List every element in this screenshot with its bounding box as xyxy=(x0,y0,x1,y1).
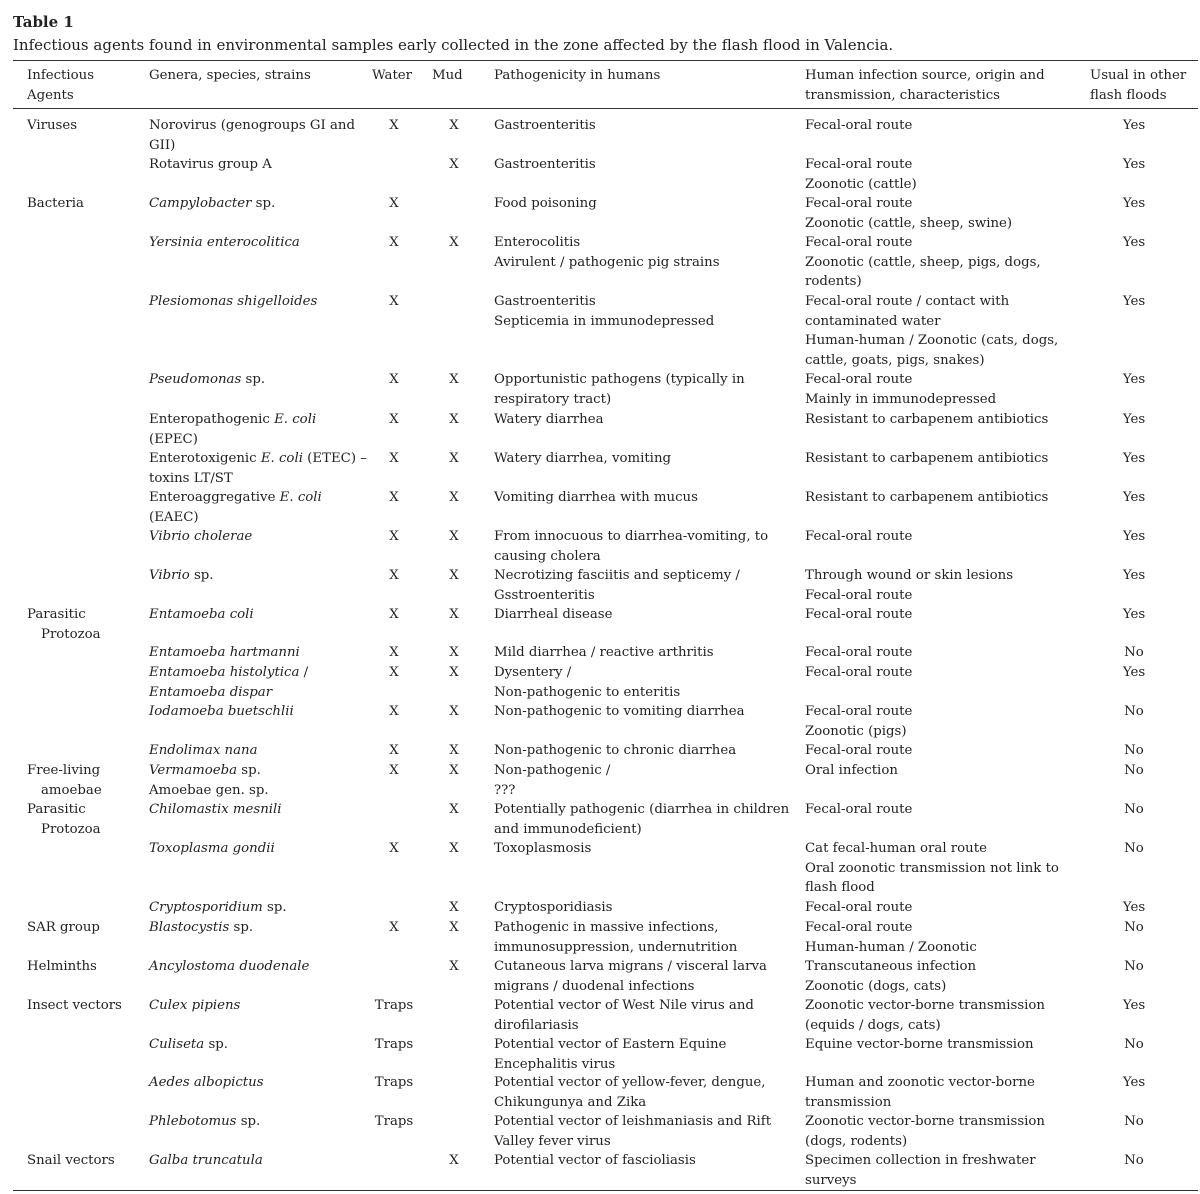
genus-text-segment: Chilomastix mesnili xyxy=(149,802,282,817)
genus-species xyxy=(149,449,367,469)
usual-in-floods: No xyxy=(1124,841,1144,856)
pathogenicity: Non-pathogenic to chronic diarrhea xyxy=(494,743,737,758)
pathogenicity: Non-pathogenic to vomiting diarrhea xyxy=(494,704,745,719)
genus-text-segment: sp. xyxy=(251,196,276,211)
infection-source: (equids / dogs, cats) xyxy=(805,1017,941,1033)
genus-text-segment: Toxoplasma gondii xyxy=(149,841,275,856)
mud-mark: X xyxy=(449,841,459,856)
pathogenicity: Avirulent / pathogenic pig strains xyxy=(494,254,720,270)
mud-mark: X xyxy=(449,235,459,250)
pathogenicity: Gastroenteritis xyxy=(494,157,596,172)
pathogenicity: causing cholera xyxy=(494,548,601,564)
pathogenicity: Potential vector of leishmaniasis and Rift xyxy=(494,1114,772,1129)
infection-source: Fecal-oral route xyxy=(805,587,913,603)
genus-text-segment: Enteropathogenic xyxy=(149,412,275,427)
genus-text-segment: Culex pipiens xyxy=(149,998,241,1013)
usual-in-floods: No xyxy=(1124,743,1144,758)
genus-species xyxy=(149,1112,260,1132)
infection-source: rodents) xyxy=(805,274,862,289)
mud-mark: X xyxy=(449,118,459,133)
genus-species xyxy=(149,781,269,801)
pathogenicity: Gastroenteritis xyxy=(494,294,596,309)
water-mark: X xyxy=(389,451,399,466)
infection-source: Cat fecal-human oral route xyxy=(805,841,987,856)
genus-text-segment: E. coli xyxy=(260,451,303,466)
usual-in-floods: Yes xyxy=(1122,900,1146,915)
usual-in-floods: No xyxy=(1124,959,1144,974)
usual-in-floods: No xyxy=(1124,645,1144,660)
infection-source: Fecal-oral route xyxy=(805,665,913,680)
pathogenicity: Non-pathogenic to enteritis xyxy=(494,684,681,700)
mud-mark: X xyxy=(449,743,459,758)
header-top-rule xyxy=(13,60,1198,61)
usual-in-floods: Yes xyxy=(1122,372,1146,387)
column-header-patho: Pathogenicity in humans xyxy=(494,68,661,83)
water-mark: X xyxy=(389,763,399,778)
infection-source: Human-human / Zoonotic (cats, dogs, xyxy=(805,333,1059,348)
pathogenicity: Diarrheal disease xyxy=(494,607,613,622)
pathogenicity: Cutaneous larva migrans / visceral larva xyxy=(494,959,767,974)
water-mark: X xyxy=(389,568,399,583)
infection-source: Zoonotic (dogs, cats) xyxy=(805,978,947,994)
column-header-source: Human infection source, origin and xyxy=(805,68,1045,83)
agent-category: SAR group xyxy=(27,920,100,935)
genus-species xyxy=(149,469,233,489)
genus-text-segment: sp. xyxy=(262,900,287,915)
genus-text-segment: Entamoeba coli xyxy=(149,607,254,622)
agent-category: Free-living xyxy=(27,763,101,778)
water-mark: X xyxy=(389,118,399,133)
infection-source: Fecal-oral route xyxy=(805,157,913,172)
pathogenicity: Opportunistic pathogens (typically in xyxy=(494,372,745,387)
genus-text-segment: Galba truncatula xyxy=(149,1153,263,1168)
usual-in-floods: No xyxy=(1124,1114,1144,1129)
column-header-agents: Infectious xyxy=(27,68,95,83)
usual-in-floods: No xyxy=(1124,920,1144,935)
genus-species xyxy=(149,136,175,156)
pathogenicity: Necrotizing fasciitis and septicemy / xyxy=(494,568,740,583)
mud-mark: X xyxy=(449,900,459,915)
infection-source: Fecal-oral route xyxy=(805,372,913,387)
pathogenicity: respiratory tract) xyxy=(494,391,612,407)
usual-in-floods: Yes xyxy=(1122,451,1146,466)
mud-mark: X xyxy=(449,802,459,817)
agent-category: Insect vectors xyxy=(27,998,122,1013)
pathogenicity: Potential vector of fascioliasis xyxy=(494,1153,696,1168)
infection-source: Fecal-oral route xyxy=(805,235,913,250)
genus-text-segment: Phlebotomus xyxy=(149,1114,237,1129)
infection-source: Zoonotic vector-borne transmission xyxy=(805,998,1045,1013)
pathogenicity: Toxoplasmosis xyxy=(494,841,592,856)
pathogenicity: Pathogenic in massive infections, xyxy=(494,920,719,935)
genus-species xyxy=(149,194,275,214)
pathogenicity: Gsstroenteritis xyxy=(494,587,595,603)
pathogenicity: dirofilariasis xyxy=(494,1017,579,1033)
infection-source: Fecal-oral route xyxy=(805,607,913,622)
genus-text-segment: Campylobacter xyxy=(149,196,252,211)
header-bottom-rule xyxy=(13,108,1198,109)
pathogenicity: Cryptosporidiasis xyxy=(494,900,613,915)
genus-species xyxy=(149,683,272,703)
table-bottom-rule xyxy=(13,1190,1198,1191)
water-mark: X xyxy=(389,665,399,680)
infection-source: Fecal-oral route xyxy=(805,529,913,544)
usual-in-floods: Yes xyxy=(1122,235,1146,250)
genus-text-segment: Cryptosporidium xyxy=(149,900,263,915)
mud-mark: X xyxy=(449,490,459,505)
genus-species xyxy=(149,566,214,586)
genus-text-segment: toxins LT/ST xyxy=(149,470,233,486)
genus-species xyxy=(149,292,317,312)
water-mark: X xyxy=(389,372,399,387)
genus-text-segment: (ETEC) – xyxy=(302,451,367,466)
genus-species xyxy=(149,410,316,430)
usual-in-floods: Yes xyxy=(1122,412,1146,427)
genus-species xyxy=(149,800,282,820)
genus-species xyxy=(149,1035,228,1055)
genus-species xyxy=(149,527,252,547)
genus-species xyxy=(149,702,294,722)
water-mark: X xyxy=(389,920,399,935)
water-mark: X xyxy=(389,743,399,758)
infection-source: Zoonotic (cattle, sheep, swine) xyxy=(805,215,1013,231)
pathogenicity: Potential vector of West Nile virus and xyxy=(494,998,754,1013)
water-mark: Traps xyxy=(374,1114,414,1129)
pathogenicity: migrans / duodenal infections xyxy=(494,978,695,994)
water-mark: X xyxy=(389,529,399,544)
infection-source: Human and zoonotic vector-borne xyxy=(805,1075,1035,1090)
genus-text-segment: Plesiomonas shigelloides xyxy=(149,294,318,309)
genus-text-segment: Aedes albopictus xyxy=(149,1075,264,1090)
agent-category: Helminths xyxy=(27,959,97,974)
infection-source: Equine vector-borne transmission xyxy=(805,1037,1034,1052)
infection-source: Fecal-oral route xyxy=(805,645,913,660)
genus-text-segment: Pseudomonas xyxy=(149,372,242,387)
genus-species xyxy=(149,957,309,977)
pathogenicity: ??? xyxy=(494,782,516,798)
water-mark: X xyxy=(389,645,399,660)
infection-source: flash flood xyxy=(805,880,875,895)
infection-source: Zoonotic vector-borne transmission xyxy=(805,1114,1045,1129)
pathogenicity: and immunodeficient) xyxy=(494,821,642,837)
infection-source: Through wound or skin lesions xyxy=(805,568,1014,583)
infection-source: Fecal-oral route xyxy=(805,118,913,133)
pathogenicity: Non-pathogenic / xyxy=(494,763,611,778)
water-mark: X xyxy=(389,412,399,427)
mud-mark: X xyxy=(449,568,459,583)
table-title: Table 1 xyxy=(13,13,74,31)
mud-mark: X xyxy=(449,157,459,172)
pathogenicity: Chikungunya and Zika xyxy=(494,1094,647,1110)
genus-text-segment: GII) xyxy=(149,137,176,153)
infection-source: Zoonotic (pigs) xyxy=(805,723,907,739)
infection-source: cattle, goats, pigs, snakes) xyxy=(805,352,985,368)
infection-source: Mainly in immunodepressed xyxy=(805,391,997,407)
usual-in-floods: No xyxy=(1124,1037,1144,1052)
genus-text-segment: Ancylostoma duodenale xyxy=(149,959,310,974)
usual-in-floods: Yes xyxy=(1122,568,1146,583)
genus-species xyxy=(149,663,308,683)
pathogenicity: From innocuous to diarrhea-vomiting, to xyxy=(494,529,769,544)
pathogenicity: Potential vector of yellow-fever, dengue, xyxy=(494,1075,766,1090)
infection-source: Specimen collection in freshwater xyxy=(805,1153,1036,1168)
water-mark: X xyxy=(389,607,399,622)
genus-text-segment: Vibrio cholerae xyxy=(149,529,253,544)
infection-source: Zoonotic (cattle, sheep, pigs, dogs, xyxy=(805,254,1041,270)
genus-text-segment: Vibrio xyxy=(149,568,190,583)
infection-source: Resistant to carbapenem antibiotics xyxy=(805,412,1049,427)
genus-text-segment: Amoebae gen. sp. xyxy=(149,782,269,798)
agent-category: amoebae xyxy=(41,782,102,798)
genus-species xyxy=(149,1073,264,1093)
agent-category: Parasitic xyxy=(27,607,86,622)
infection-source: Zoonotic (cattle) xyxy=(805,176,917,192)
genus-text-segment: Blastocystis xyxy=(149,920,230,935)
infection-source: Fecal-oral route xyxy=(805,704,913,719)
genus-text-segment: Entamoeba dispar xyxy=(149,684,273,700)
water-mark: X xyxy=(389,841,399,856)
column-header-usual: Usual in other xyxy=(1090,68,1187,83)
column-header-agents: Agents xyxy=(27,88,74,103)
infection-source: surveys xyxy=(805,1172,857,1188)
usual-in-floods: Yes xyxy=(1122,490,1146,505)
genus-text-segment: sp. xyxy=(237,763,261,778)
infection-source: transmission xyxy=(805,1094,892,1110)
usual-in-floods: No xyxy=(1124,1153,1144,1168)
genus-text-segment: sp. xyxy=(204,1037,229,1052)
mud-mark: X xyxy=(449,372,459,387)
genus-text-segment: Enterotoxigenic xyxy=(149,451,261,466)
usual-in-floods: No xyxy=(1124,763,1144,778)
genus-text-segment: Entamoeba histolytica xyxy=(149,665,300,680)
usual-in-floods: Yes xyxy=(1122,998,1146,1013)
usual-in-floods: Yes xyxy=(1122,529,1146,544)
usual-in-floods: Yes xyxy=(1122,118,1146,133)
column-header-genera: Genera, species, strains xyxy=(149,68,311,83)
genus-text-segment: sp. xyxy=(241,372,266,387)
infection-source: (dogs, rodents) xyxy=(805,1133,908,1149)
column-header-usual: flash floods xyxy=(1090,88,1167,103)
pathogenicity: Food poisoning xyxy=(494,196,597,211)
water-mark: X xyxy=(389,704,399,719)
infection-source: Fecal-oral route xyxy=(805,743,913,758)
infection-source: Resistant to carbapenem antibiotics xyxy=(805,451,1049,466)
infection-source: Resistant to carbapenem antibiotics xyxy=(805,490,1049,505)
pathogenicity: Potentially pathogenic (diarrhea in children xyxy=(494,802,790,817)
genus-text-segment: E. coli xyxy=(279,490,322,505)
mud-mark: X xyxy=(449,607,459,622)
usual-in-floods: Yes xyxy=(1122,607,1146,622)
genus-species xyxy=(149,996,240,1016)
genus-species xyxy=(149,761,261,781)
infection-source: Human-human / Zoonotic xyxy=(805,939,977,955)
genus-species xyxy=(149,741,258,761)
pathogenicity: Mild diarrhea / reactive arthritis xyxy=(494,645,714,660)
pathogenicity: Enterocolitis xyxy=(494,235,581,250)
genus-text-segment: sp. xyxy=(229,920,254,935)
pathogenicity: Gastroenteritis xyxy=(494,118,596,133)
table-caption: Infectious agents found in environmental samples early collected in the zone affected by the flash flood in Valencia. xyxy=(13,36,894,54)
pathogenicity: Dysentery / xyxy=(494,665,572,680)
genus-text-segment: Entamoeba hartmanni xyxy=(149,645,300,660)
genus-text-segment: Rotavirus group A xyxy=(149,157,272,172)
mud-mark: X xyxy=(449,1153,459,1168)
pathogenicity: Valley fever virus xyxy=(494,1133,611,1149)
water-mark: Traps xyxy=(374,1075,414,1090)
mud-mark: X xyxy=(449,645,459,660)
genus-species xyxy=(149,370,265,390)
genus-text-segment: Norovirus (genogroups GI and xyxy=(149,118,355,133)
water-mark: X xyxy=(389,196,399,211)
infection-source: Transcutaneous infection xyxy=(805,959,977,974)
water-mark: X xyxy=(389,235,399,250)
agent-category: Protozoa xyxy=(41,821,101,837)
agent-category: Snail vectors xyxy=(27,1153,115,1168)
genus-species xyxy=(149,605,254,625)
pathogenicity: Watery diarrhea xyxy=(494,412,604,427)
mud-mark: X xyxy=(449,529,459,544)
mud-mark: X xyxy=(449,451,459,466)
usual-in-floods: Yes xyxy=(1122,665,1146,680)
genus-text-segment: Culiseta xyxy=(149,1037,205,1052)
genus-species xyxy=(149,430,198,450)
mud-mark: X xyxy=(449,763,459,778)
agent-category: Bacteria xyxy=(27,196,84,211)
genus-text-segment: sp. xyxy=(189,568,214,583)
infection-source: Fecal-oral route xyxy=(805,802,913,817)
pathogenicity: Potential vector of Eastern Equine xyxy=(494,1037,727,1052)
genus-species xyxy=(149,233,300,253)
genus-species xyxy=(149,155,272,175)
infection-source: contaminated water xyxy=(805,313,941,329)
column-header-mud: Mud xyxy=(432,68,463,83)
infection-source: Fecal-oral route xyxy=(805,920,913,935)
column-header-water: Water xyxy=(372,68,413,83)
mud-mark: X xyxy=(449,959,459,974)
water-mark: X xyxy=(389,490,399,505)
genus-text-segment: / xyxy=(299,665,309,680)
usual-in-floods: Yes xyxy=(1122,294,1146,309)
water-mark: X xyxy=(389,294,399,309)
usual-in-floods: Yes xyxy=(1122,196,1146,211)
genus-text-segment: sp. xyxy=(236,1114,261,1129)
genus-text-segment: Vermamoeba xyxy=(149,763,238,778)
agent-category: Parasitic xyxy=(27,802,86,817)
infection-source: Fecal-oral route xyxy=(805,900,913,915)
usual-in-floods: No xyxy=(1124,704,1144,719)
genus-species xyxy=(149,508,199,528)
genus-text-segment: E. coli xyxy=(274,412,317,427)
genus-species xyxy=(149,898,287,918)
genus-species xyxy=(149,1151,263,1171)
genus-text-segment: (EPEC) xyxy=(149,431,198,447)
genus-text-segment: Yersinia enterocolitica xyxy=(149,235,300,250)
genus-text-segment: Iodamoeba buetschlii xyxy=(149,704,294,719)
genus-text-segment: (EAEC) xyxy=(149,509,199,525)
pathogenicity: Septicemia in immunodepressed xyxy=(494,313,715,329)
usual-in-floods: No xyxy=(1124,802,1144,817)
water-mark: Traps xyxy=(374,998,414,1013)
pathogenicity: Encephalitis virus xyxy=(494,1056,616,1072)
infection-source: Oral infection xyxy=(805,763,898,778)
pathogenicity: immunosuppression, undernutrition xyxy=(494,939,738,955)
genus-species xyxy=(149,488,322,508)
genus-species xyxy=(149,643,300,663)
genus-species xyxy=(149,116,355,136)
agent-category: Protozoa xyxy=(41,626,101,642)
water-mark: Traps xyxy=(374,1037,414,1052)
genus-species xyxy=(149,839,275,859)
mud-mark: X xyxy=(449,704,459,719)
genus-text-segment: Enteroaggregative xyxy=(149,490,280,505)
mud-mark: X xyxy=(449,920,459,935)
pathogenicity: Watery diarrhea, vomiting xyxy=(494,451,672,466)
mud-mark: X xyxy=(449,665,459,680)
mud-mark: X xyxy=(449,412,459,427)
genus-text-segment: Endolimax nana xyxy=(149,743,258,758)
usual-in-floods: Yes xyxy=(1122,1075,1146,1090)
column-header-source: transmission, characteristics xyxy=(805,88,1000,103)
agent-category: Viruses xyxy=(27,118,78,133)
usual-in-floods: Yes xyxy=(1122,157,1146,172)
genus-species xyxy=(149,918,253,938)
infection-source: Fecal-oral route xyxy=(805,196,913,211)
pathogenicity: Vomiting diarrhea with mucus xyxy=(494,490,698,505)
infection-source: Oral zoonotic transmission not link to xyxy=(805,860,1059,876)
infection-source: Fecal-oral route / contact with xyxy=(805,294,1010,309)
